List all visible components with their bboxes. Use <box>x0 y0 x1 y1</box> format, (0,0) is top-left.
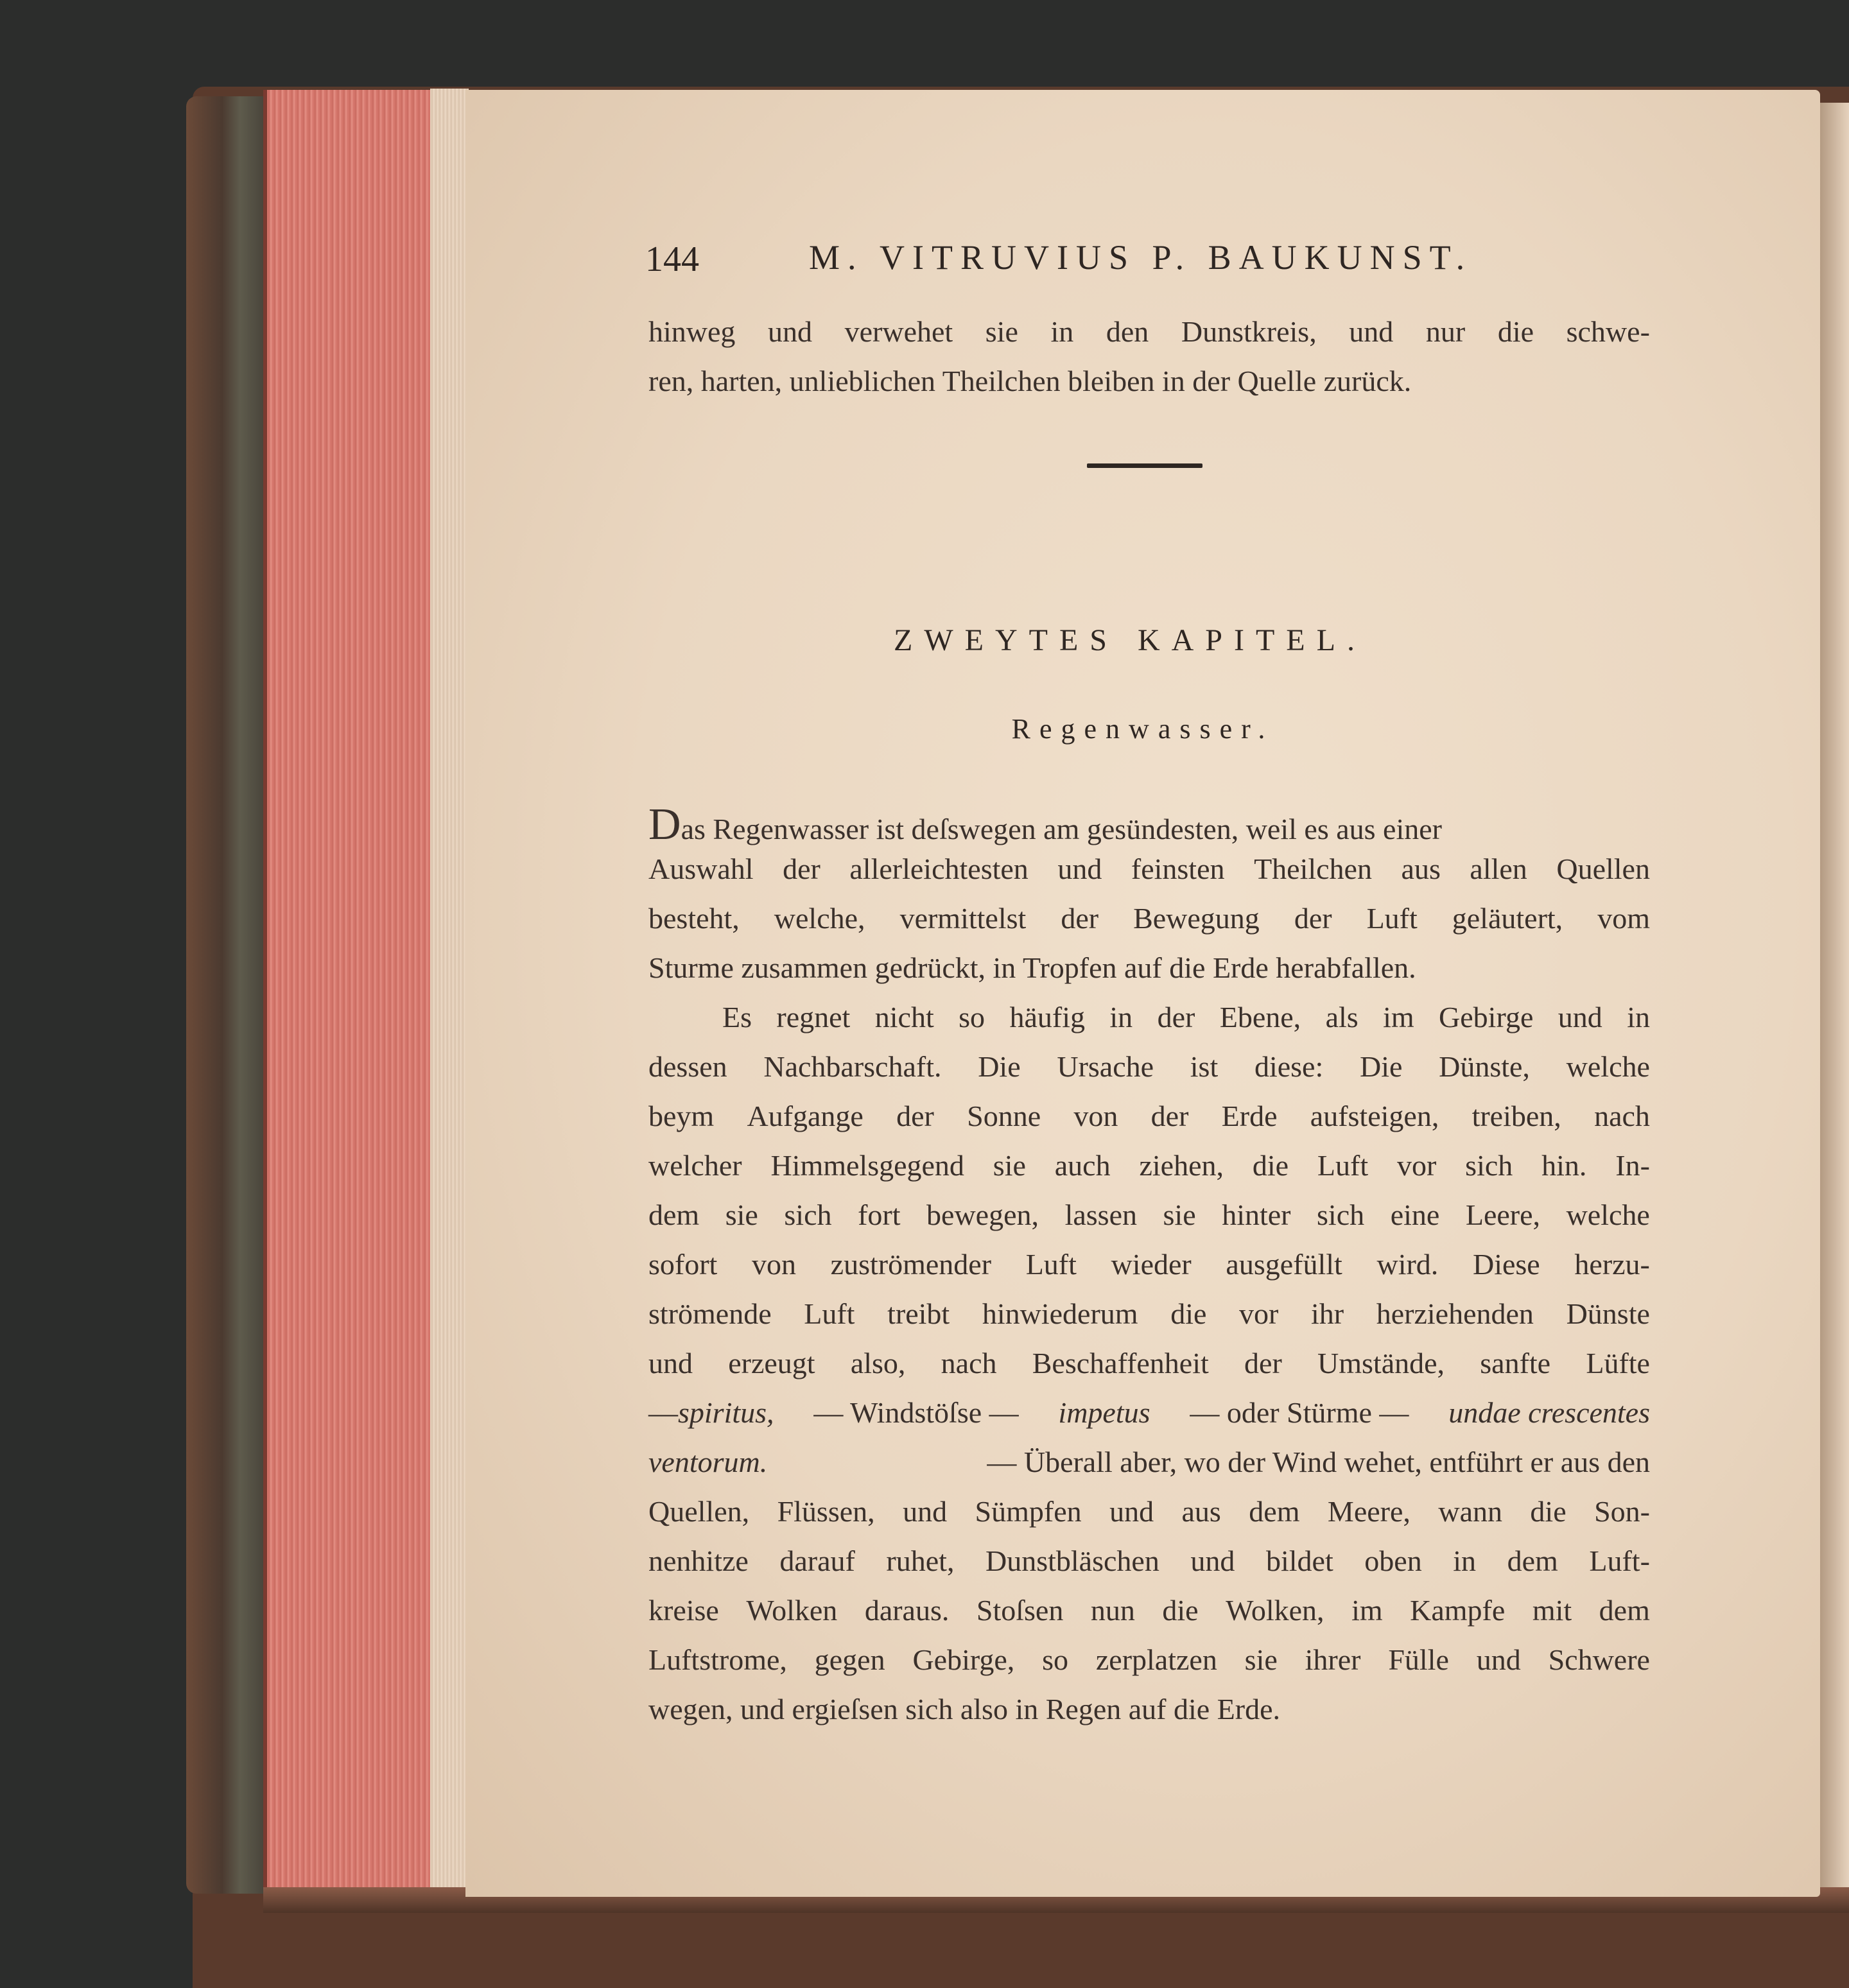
paragraph-start <box>648 802 1442 847</box>
word: die <box>1252 1149 1289 1182</box>
word: sanfte <box>1480 1347 1551 1379</box>
word: der <box>896 1100 934 1132</box>
word: welcher <box>648 1149 742 1182</box>
word: erzeugt <box>728 1347 815 1379</box>
chapter-subtitle: Regenwasser. <box>1011 713 1274 745</box>
text-line <box>648 1099 1650 1145</box>
word: und <box>1558 1001 1602 1033</box>
text-line <box>722 1000 1650 1046</box>
word: Fülle <box>1388 1643 1449 1676</box>
word: so <box>1042 1643 1069 1676</box>
word: sich <box>1317 1198 1365 1231</box>
word: so <box>959 1001 985 1033</box>
word: herziehenden <box>1376 1297 1534 1330</box>
word: der <box>1150 1100 1189 1132</box>
word: Auswahl <box>648 852 754 885</box>
word: treibt <box>887 1297 950 1330</box>
word: in <box>1050 315 1074 348</box>
word: geläutert, <box>1452 902 1563 935</box>
word: welche <box>1566 1198 1650 1231</box>
text-line <box>648 1643 1650 1689</box>
text-line <box>648 1544 1650 1590</box>
word: Son- <box>1594 1495 1650 1528</box>
word: allen <box>1470 852 1527 885</box>
word: Wolken <box>746 1594 838 1627</box>
word: nach <box>1594 1100 1650 1132</box>
word: vermittelst <box>899 902 1027 935</box>
word: allerleichtesten <box>849 852 1029 885</box>
word: schwe- <box>1566 315 1650 348</box>
word: nun <box>1090 1594 1135 1627</box>
latin-term: spiritus, <box>678 1396 774 1429</box>
word: von <box>752 1248 796 1281</box>
dash: — <box>648 1396 678 1429</box>
word: Die <box>978 1050 1021 1083</box>
word: als <box>1325 1001 1359 1033</box>
word: treiben, <box>1471 1100 1561 1132</box>
running-title: M. VITRUVIUS P. BAUKUNST. <box>809 238 1473 277</box>
drop-cap: D <box>648 800 681 849</box>
word: sich <box>784 1198 832 1231</box>
word: die <box>1497 315 1534 348</box>
word: sie <box>1163 1198 1196 1231</box>
latin-run <box>648 1396 774 1430</box>
word: aufsteigen, <box>1310 1100 1439 1132</box>
word: Gebirge <box>1439 1001 1534 1033</box>
word: Leere, <box>1465 1198 1541 1231</box>
word: Luft <box>1366 902 1418 935</box>
word: der <box>1294 902 1332 935</box>
word: und <box>648 1347 693 1379</box>
word: ziehen, <box>1139 1149 1224 1182</box>
word: oben <box>1364 1544 1422 1577</box>
word: und <box>1109 1495 1154 1528</box>
word: und <box>1190 1544 1235 1577</box>
word: darauf <box>779 1544 855 1577</box>
word: aus <box>1181 1495 1221 1528</box>
word: der <box>1061 902 1099 935</box>
word: sie <box>725 1198 758 1231</box>
word: ausgefüllt <box>1226 1248 1342 1281</box>
word: zuströmender <box>830 1248 992 1281</box>
word: zerplatzen <box>1095 1643 1217 1676</box>
word: und <box>1057 852 1102 885</box>
word: wann <box>1438 1495 1502 1528</box>
word: beym <box>648 1100 715 1132</box>
word: Gebirge, <box>912 1643 1015 1676</box>
text-span: — Überall aber, wo der Wind wehet, entführt er aus den <box>987 1446 1650 1478</box>
text-line <box>648 901 1650 947</box>
text-line <box>648 1593 1650 1639</box>
word: lassen <box>1064 1198 1137 1231</box>
word: strömende <box>648 1297 772 1330</box>
word: Quellen, <box>648 1495 750 1528</box>
word: feinsten <box>1131 852 1225 885</box>
word: daraus. <box>864 1594 950 1627</box>
word: Luft <box>1317 1149 1369 1182</box>
word: nur <box>1425 315 1466 348</box>
text-line <box>648 1297 1650 1343</box>
word: fort <box>858 1198 901 1231</box>
section-rule <box>1087 463 1202 468</box>
word: vor <box>1396 1149 1437 1182</box>
word: Wolken, <box>1226 1594 1324 1627</box>
word: Luftstrome, <box>648 1643 787 1676</box>
word: welche <box>1566 1050 1650 1083</box>
word: Luft <box>804 1297 855 1330</box>
text-line <box>648 1247 1650 1293</box>
word: in <box>1627 1001 1650 1033</box>
page-number: 144 <box>645 239 699 279</box>
word: die <box>1170 1297 1207 1330</box>
text-line <box>648 852 1650 898</box>
word: Umstände, <box>1317 1347 1445 1379</box>
word: welche, <box>774 902 865 935</box>
word: verwehet <box>844 315 953 348</box>
text-line <box>648 315 1650 361</box>
word: ist <box>1190 1050 1219 1083</box>
word: ruhet, <box>886 1544 955 1577</box>
text-line <box>648 1494 1650 1541</box>
text-line <box>648 1148 1650 1195</box>
word: Erde <box>1221 1100 1278 1132</box>
word: dem <box>1599 1594 1650 1627</box>
word: mit <box>1532 1594 1572 1627</box>
word: der <box>1157 1001 1195 1033</box>
word: wieder <box>1111 1248 1192 1281</box>
text-line <box>648 1050 1650 1096</box>
word: und <box>1349 315 1394 348</box>
word: bildet <box>1265 1544 1333 1577</box>
word: Dunstkreis, <box>1181 315 1317 348</box>
word: Luft- <box>1589 1544 1650 1577</box>
word: diese: <box>1254 1050 1324 1083</box>
word: Ebene, <box>1219 1001 1301 1033</box>
word: Ursache <box>1057 1050 1154 1083</box>
word: Die <box>1359 1050 1403 1083</box>
word: nicht <box>874 1001 934 1033</box>
word: ihrer <box>1305 1643 1361 1676</box>
word: dem <box>648 1198 700 1231</box>
word: In- <box>1615 1149 1650 1182</box>
text-span: — oder Stürme — <box>1190 1396 1409 1429</box>
text-line <box>648 1346 1650 1392</box>
latin-term: impetus <box>1058 1396 1150 1429</box>
word: die <box>1162 1594 1199 1627</box>
text-span: as Regenwasser ist deſswegen am gesündesten, weil es aus einer <box>681 813 1442 845</box>
word: und <box>1476 1643 1521 1676</box>
word: Schwere <box>1548 1643 1650 1676</box>
word: auch <box>1054 1149 1111 1182</box>
word: hinwiederum <box>982 1297 1138 1330</box>
word: den <box>1106 315 1149 348</box>
word: Dünste <box>1566 1297 1650 1330</box>
word: in <box>1109 1001 1133 1033</box>
text-line <box>648 1445 1650 1491</box>
red-page-edges <box>263 90 440 1887</box>
word: sie <box>985 315 1018 348</box>
word: regnet <box>776 1001 851 1033</box>
word: sie <box>993 1149 1026 1182</box>
word: Kampfe <box>1410 1594 1506 1627</box>
word: Stoſsen <box>976 1594 1064 1627</box>
word: Dunstbläschen <box>985 1544 1159 1577</box>
word: kreise <box>648 1594 719 1627</box>
running-head <box>645 238 1647 289</box>
word: sie <box>1244 1643 1278 1676</box>
word: eine <box>1390 1198 1440 1231</box>
chapter-title: ZWEYTES KAPITEL. <box>894 623 1366 657</box>
word: die <box>1530 1495 1567 1528</box>
word: und <box>903 1495 948 1528</box>
word: bewegen, <box>926 1198 1039 1231</box>
word: besteht, <box>648 902 740 935</box>
text-line: ren, harten, unlieblichen Theilchen bleiben in der Quelle zurück. <box>648 365 1412 397</box>
adjacent-page-edge <box>1820 103 1849 1913</box>
word: also, <box>850 1347 906 1379</box>
text-line <box>648 1396 1650 1442</box>
word: ihr <box>1311 1297 1344 1330</box>
word: vom <box>1597 902 1650 935</box>
word: Lüfte <box>1586 1347 1650 1379</box>
word: Aufgange <box>747 1100 864 1132</box>
text-line: Sturme zusammen gedrückt, in Tropfen auf die Erde herabfallen. <box>648 951 1416 984</box>
word: hinter <box>1222 1198 1291 1231</box>
word: Theilchen <box>1254 852 1372 885</box>
word: Meere, <box>1327 1495 1411 1528</box>
word: herzu- <box>1574 1248 1650 1281</box>
latin-term: ventorum. <box>648 1446 768 1478</box>
word: Luft <box>1025 1248 1077 1281</box>
word: Nachbarschaft. <box>763 1050 942 1083</box>
word: in <box>1453 1544 1477 1577</box>
word: sofort <box>648 1248 718 1281</box>
latin-term: undae crescentes <box>1448 1396 1650 1429</box>
text-line <box>648 1198 1650 1244</box>
word: vor <box>1239 1297 1279 1330</box>
book-cover-edge <box>186 96 276 1894</box>
word: häufig <box>1009 1001 1085 1033</box>
word: Himmelsgegend <box>770 1149 964 1182</box>
word: nenhitze <box>648 1544 749 1577</box>
word: dem <box>1507 1544 1558 1577</box>
word: hinweg <box>648 315 736 348</box>
word: sich <box>1465 1149 1513 1182</box>
word: Dünste, <box>1439 1050 1530 1083</box>
word: und <box>768 315 813 348</box>
word: der <box>783 852 820 885</box>
word: nach <box>941 1347 997 1379</box>
word: Flüssen, <box>777 1495 875 1528</box>
word: dem <box>1249 1495 1300 1528</box>
text-span: — Windstöſse — <box>813 1396 1019 1429</box>
word: von <box>1073 1100 1118 1132</box>
word: der <box>1244 1347 1282 1379</box>
word: im <box>1351 1594 1383 1627</box>
word: Sonne <box>967 1100 1041 1132</box>
word: dessen <box>648 1050 727 1083</box>
word: im <box>1383 1001 1414 1033</box>
word: Quellen <box>1556 852 1650 885</box>
word: hin. <box>1541 1149 1587 1182</box>
text-line <box>648 802 1650 849</box>
word: Bewegung <box>1133 902 1260 935</box>
word: wird. <box>1376 1248 1439 1281</box>
word: Diese <box>1472 1248 1540 1281</box>
word: Sümpfen <box>975 1495 1082 1528</box>
page-stack <box>430 89 469 1892</box>
word: Beschaffenheit <box>1032 1347 1209 1379</box>
text-line: wegen, und ergieſsen sich also in Regen auf die Erde. <box>648 1693 1281 1725</box>
word: Es <box>722 1001 752 1033</box>
word: aus <box>1401 852 1441 885</box>
word: gegen <box>814 1643 885 1676</box>
